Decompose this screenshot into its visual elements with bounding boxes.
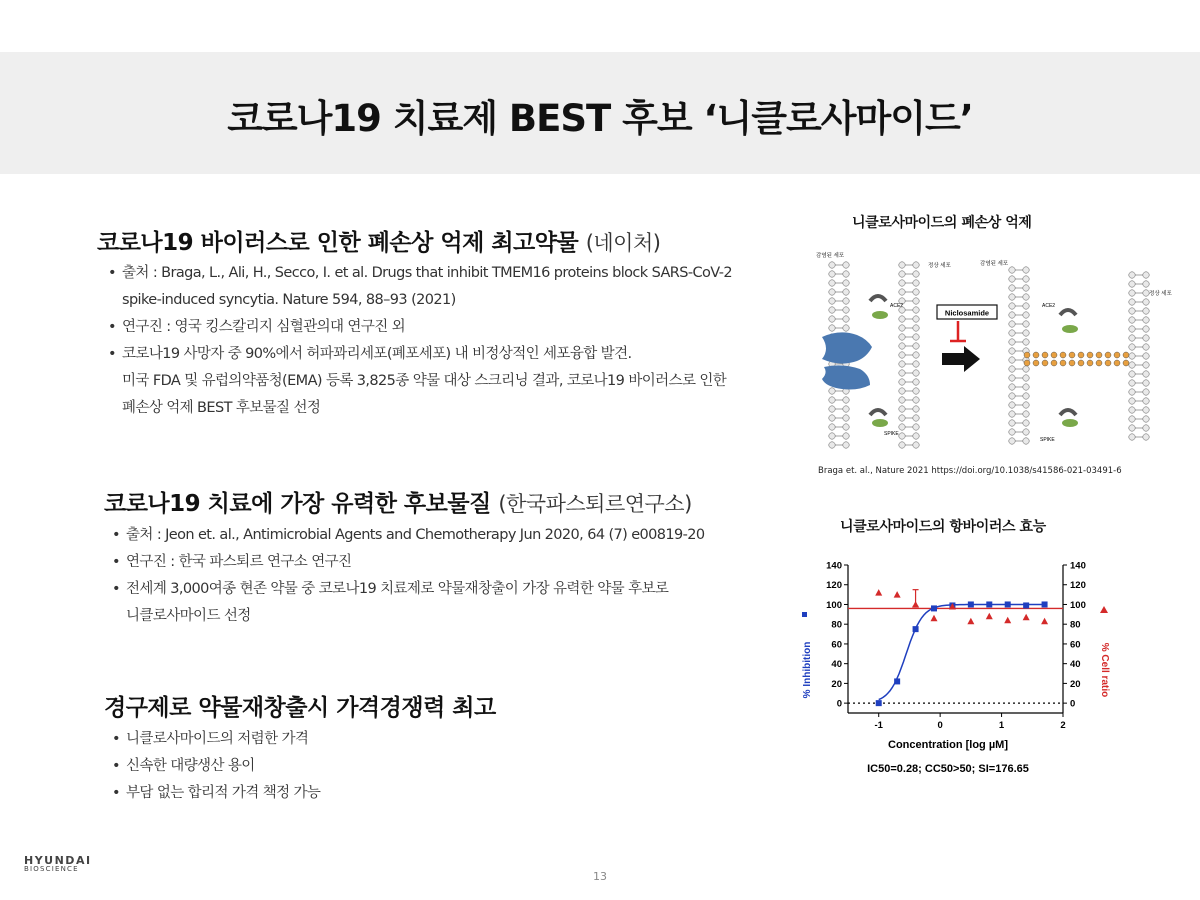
- lipid-head: [829, 271, 835, 277]
- lipid-head: [899, 316, 905, 322]
- inhibition-data-point: [1042, 601, 1048, 607]
- lipid-head: [913, 361, 919, 367]
- lipid-head: [1023, 285, 1029, 291]
- list-item: • 연구진 : 한국 파스퇴르 연구소 연구진: [112, 554, 352, 570]
- lipid-head: [829, 280, 835, 286]
- lipid-head: [899, 388, 905, 394]
- section2-bullets: [112, 522, 705, 630]
- lipid-head: [1143, 308, 1149, 314]
- lipid-head: [913, 298, 919, 304]
- inhibition-fit-curve: [879, 605, 1045, 700]
- legend-marker-inhibition: [802, 612, 807, 617]
- lipid-head: [913, 370, 919, 376]
- lipid-head: [829, 325, 835, 331]
- cell-ratio-data-point: [967, 618, 974, 625]
- fused-lipid-head: [1069, 360, 1075, 366]
- lipid-head: [1009, 294, 1015, 300]
- lipid-head: [843, 262, 849, 268]
- syncytia-diagram: [812, 245, 1172, 463]
- lipid-head: [913, 352, 919, 358]
- lipid-head: [913, 307, 919, 313]
- cell-ratio-data-point: [931, 615, 938, 622]
- lipid-head: [1023, 276, 1029, 282]
- lipid-head: [1023, 393, 1029, 399]
- lipid-head: [899, 433, 905, 439]
- lipid-head: [1143, 335, 1149, 341]
- lipid-head: [1023, 438, 1029, 444]
- lipid-head: [829, 415, 835, 421]
- lipid-head: [843, 316, 849, 322]
- lipid-head: [1009, 429, 1015, 435]
- y2-tick-label: 140: [1070, 560, 1086, 572]
- lipid-head: [913, 442, 919, 448]
- logo-line2: BIOSCIENCE: [24, 865, 79, 873]
- y2-tick-label: 40: [1070, 659, 1081, 671]
- lipid-head: [1129, 416, 1135, 422]
- lipid-head: [1129, 425, 1135, 431]
- lipid-head: [1129, 299, 1135, 305]
- inhibition-data-point: [968, 601, 974, 607]
- lipid-head: [829, 298, 835, 304]
- fused-lipid-head: [1096, 352, 1102, 358]
- list-item: • 신속한 대량생산 용이: [112, 758, 255, 774]
- y-tick-label: 20: [831, 678, 842, 690]
- lipid-head: [843, 271, 849, 277]
- y2-axis-title: % Cell ratio: [1099, 642, 1110, 698]
- lipid-head: [899, 334, 905, 340]
- lipid-head: [913, 289, 919, 295]
- y2-tick-label: 80: [1070, 619, 1081, 631]
- lipid-head: [913, 316, 919, 322]
- section1-heading-source: (네이처): [585, 231, 661, 255]
- lipid-head: [913, 379, 919, 385]
- lipid-head: [843, 415, 849, 421]
- lipid-head: [1129, 290, 1135, 296]
- lipid-head: [843, 280, 849, 286]
- fused-lipid-head: [1114, 360, 1120, 366]
- lipid-head: [1009, 330, 1015, 336]
- lipid-head: [1009, 276, 1015, 282]
- list-item: • 출처 : Braga, L., Ali, H., Secco, I. et al. Drugs that inhibit TMEM16 proteins block SARS-CoV-2: [108, 265, 733, 281]
- label-normal-cell-left: 정상 세포: [928, 263, 951, 269]
- lipid-head: [1009, 402, 1015, 408]
- fused-lipid-head: [1069, 352, 1075, 358]
- lipid-head: [1143, 344, 1149, 350]
- y2-tick-label: 0: [1070, 698, 1076, 710]
- cell-ratio-data-point: [1041, 618, 1048, 625]
- lipid-head: [1009, 303, 1015, 309]
- lipid-head: [1129, 353, 1135, 359]
- fused-lipid-head: [1087, 352, 1093, 358]
- lipid-head: [913, 325, 919, 331]
- lipid-head: [829, 262, 835, 268]
- y2-tick-label: 60: [1070, 639, 1081, 651]
- lipid-head: [899, 379, 905, 385]
- lipid-head: [1009, 321, 1015, 327]
- fused-lipid-head: [1051, 360, 1057, 366]
- inhibition-data-point: [894, 678, 900, 684]
- label-normal-cell-right: 정상 세포: [1149, 291, 1172, 297]
- fused-lipid-head: [1060, 360, 1066, 366]
- list-item-continuation: 니클로사마이드 선정: [126, 608, 251, 624]
- fused-lipid-head: [1042, 352, 1048, 358]
- list-item: • 연구진 : 영국 킹스칼리지 심혈관의대 연구진 외: [108, 319, 406, 335]
- lipid-head: [1129, 380, 1135, 386]
- lipid-head: [913, 334, 919, 340]
- lipid-head: [1009, 312, 1015, 318]
- lipid-head: [913, 424, 919, 430]
- list-item: • 니클로사마이드의 저렴한 가격: [112, 731, 309, 747]
- x-tick-label: 0: [937, 720, 943, 731]
- lipid-head: [843, 307, 849, 313]
- lipid-head: [899, 424, 905, 430]
- lipid-head: [829, 307, 835, 313]
- lipid-head: [1129, 281, 1135, 287]
- spike-protein-icon: [872, 311, 888, 319]
- lipid-head: [1129, 407, 1135, 413]
- lipid-head: [1023, 375, 1029, 381]
- lipid-head: [1129, 344, 1135, 350]
- lipid-head: [1143, 407, 1149, 413]
- lipid-head: [829, 388, 835, 394]
- legend-marker-cell-ratio: [1100, 606, 1108, 613]
- y2-tick-label: 120: [1070, 580, 1086, 592]
- lipid-head: [1129, 272, 1135, 278]
- fused-lipid-head: [1033, 352, 1039, 358]
- lipid-head: [843, 433, 849, 439]
- company-logo: [24, 854, 92, 873]
- fused-lipid-head: [1033, 360, 1039, 366]
- section1-heading-text: 코로나19 바이러스로 인한 폐손상 억제 최고약물: [97, 230, 579, 256]
- ace2-receptor-icon: [1060, 410, 1076, 415]
- lipid-head: [843, 325, 849, 331]
- lipid-head: [829, 289, 835, 295]
- lipid-head: [913, 397, 919, 403]
- lipid-head: [1143, 353, 1149, 359]
- figure1-caption: 니클로사마이드의 폐손상 억제: [852, 215, 1032, 231]
- lipid-head: [1143, 434, 1149, 440]
- page-title: 코로나19 치료제 BEST 후보 ‘니클로사마이드’: [227, 97, 973, 140]
- spike-protein-icon: [872, 419, 888, 427]
- list-item: • 출처 : Jeon et. al., Antimicrobial Agents and Chemotherapy Jun 2020, 64 (7) e00819-20: [112, 527, 705, 543]
- list-item: • 부담 없는 합리적 가격 책정 가능: [112, 785, 321, 801]
- niclosamide-label: Niclosamide: [944, 308, 990, 318]
- lipid-head: [913, 415, 919, 421]
- lipid-head: [899, 415, 905, 421]
- lipid-head: [829, 397, 835, 403]
- x-tick-label: 2: [1060, 720, 1066, 731]
- lipid-head: [1023, 402, 1029, 408]
- lipid-head: [1129, 317, 1135, 323]
- lipid-head: [1143, 380, 1149, 386]
- lipid-head: [1143, 299, 1149, 305]
- lipid-head: [829, 433, 835, 439]
- lipid-head: [899, 271, 905, 277]
- lipid-head: [899, 361, 905, 367]
- lipid-head: [1129, 389, 1135, 395]
- lipid-head: [1023, 321, 1029, 327]
- y-axis-title: % Inhibition: [802, 641, 813, 699]
- fused-lipid-head: [1123, 360, 1129, 366]
- logo-line1: HYUNDAI: [24, 854, 92, 867]
- figure1-reference: Braga et. al., Nature 2021 https://doi.org/10.1038/s41586-021-03491-6: [818, 466, 1122, 476]
- inhibition-data-point: [1023, 602, 1029, 608]
- list-item-continuation: 미국 FDA 및 유럽의약품청(EMA) 등록 3,825종 약물 대상 스크리닝 결과, 코로나19 바이러스로 인한: [122, 373, 727, 389]
- y-tick-label: 0: [836, 698, 842, 710]
- virus-shape: [822, 365, 870, 389]
- lipid-head: [843, 289, 849, 295]
- lipid-head: [1129, 371, 1135, 377]
- ace2-receptor-icon: [1060, 310, 1076, 315]
- lipid-head: [1009, 420, 1015, 426]
- inhibition-data-point: [1005, 601, 1011, 607]
- antiviral-chart: [790, 550, 1120, 780]
- lipid-head: [1023, 312, 1029, 318]
- page-number: 13: [593, 870, 607, 883]
- right-arrow-icon: [942, 346, 980, 372]
- lipid-head: [899, 280, 905, 286]
- lipid-head: [1143, 317, 1149, 323]
- label-ace2-right: ACE2: [1042, 303, 1056, 309]
- label-infected-cell-right: 감염된 세포: [980, 261, 1009, 267]
- lipid-head: [899, 343, 905, 349]
- lipid-head: [1143, 326, 1149, 332]
- x-axis-title: Concentration [log µM]: [888, 739, 1008, 751]
- cell-ratio-data-point: [1004, 617, 1011, 624]
- lipid-head: [1009, 357, 1015, 363]
- lipid-head: [1143, 425, 1149, 431]
- lipid-head: [1143, 389, 1149, 395]
- x-tick-label: -1: [874, 720, 883, 731]
- y-tick-label: 40: [831, 659, 842, 671]
- ace2-receptor-icon: [870, 296, 886, 301]
- lipid-head: [843, 442, 849, 448]
- lipid-head: [1129, 398, 1135, 404]
- label-ace2-left: ACE2: [890, 303, 904, 309]
- fused-lipid-head: [1060, 352, 1066, 358]
- lipid-head: [1129, 362, 1135, 368]
- fused-lipid-head: [1105, 360, 1111, 366]
- list-item: • 전세계 3,000여종 현존 약물 중 코로나19 치료제로 약물재창출이 가장 유력한 약물 후보로: [112, 581, 669, 597]
- fused-lipid-head: [1024, 360, 1030, 366]
- lipid-head: [1023, 366, 1029, 372]
- section2-heading: [104, 485, 692, 518]
- list-item: • 코로나19 사망자 중 90%에서 허파꽈리세포(폐포세포) 내 비정상적인 세포융합 발견.: [108, 346, 632, 362]
- lipid-head: [899, 406, 905, 412]
- chart-stats: IC50=0.28; CC50>50; SI=176.65: [867, 763, 1029, 775]
- lipid-head: [1009, 375, 1015, 381]
- y-tick-label: 60: [831, 639, 842, 651]
- y2-tick-label: 100: [1070, 599, 1086, 611]
- lipid-head: [843, 397, 849, 403]
- cell-ratio-data-point: [1023, 614, 1030, 621]
- spike-protein-icon: [1062, 325, 1078, 333]
- lipid-head: [913, 280, 919, 286]
- lipid-head: [913, 406, 919, 412]
- lipid-head: [899, 352, 905, 358]
- lipid-head: [829, 424, 835, 430]
- label-spike-right: SPIKE: [1040, 437, 1055, 443]
- fused-lipid-head: [1078, 360, 1084, 366]
- lipid-head: [829, 316, 835, 322]
- y-tick-label: 80: [831, 619, 842, 631]
- fused-lipid-head: [1087, 360, 1093, 366]
- y-tick-label: 100: [826, 599, 842, 611]
- inhibition-data-point: [876, 700, 882, 706]
- fused-lipid-head: [1096, 360, 1102, 366]
- section3-bullets: [112, 726, 320, 807]
- lipid-head: [1009, 339, 1015, 345]
- lipid-head: [1023, 330, 1029, 336]
- lipid-head: [1023, 384, 1029, 390]
- lipid-head: [899, 289, 905, 295]
- lipid-head: [1023, 429, 1029, 435]
- virus-shape: [822, 332, 872, 363]
- section1-bullets: [108, 260, 732, 422]
- section2-heading-source: (한국파스퇴르연구소): [498, 492, 692, 516]
- inhibition-data-point: [931, 605, 937, 611]
- lipid-head: [913, 262, 919, 268]
- lipid-head: [1143, 398, 1149, 404]
- label-infected-cell-left: 감염된 세포: [816, 253, 845, 259]
- lipid-head: [1009, 267, 1015, 273]
- lipid-head: [1023, 267, 1029, 273]
- fused-lipid-head: [1105, 352, 1111, 358]
- fused-lipid-head: [1024, 352, 1030, 358]
- lipid-head: [1023, 339, 1029, 345]
- lipid-head: [1023, 303, 1029, 309]
- lipid-head: [843, 406, 849, 412]
- y-tick-label: 140: [826, 560, 842, 572]
- lipid-head: [843, 298, 849, 304]
- inhibition-data-point: [913, 626, 919, 632]
- lipid-head: [913, 343, 919, 349]
- lipid-head: [1143, 416, 1149, 422]
- lipid-head: [1023, 420, 1029, 426]
- lipid-head: [1143, 272, 1149, 278]
- y2-tick-label: 20: [1070, 678, 1081, 690]
- fused-lipid-head: [1114, 352, 1120, 358]
- inhibition-data-point: [986, 601, 992, 607]
- label-spike-left: SPIKE: [884, 431, 899, 437]
- lipid-head: [899, 262, 905, 268]
- lipid-head: [1129, 434, 1135, 440]
- x-tick-label: 1: [998, 720, 1005, 731]
- lipid-head: [1143, 371, 1149, 377]
- lipid-head: [1023, 294, 1029, 300]
- lipid-head: [1143, 281, 1149, 287]
- lipid-head: [913, 271, 919, 277]
- fused-lipid-head: [1051, 352, 1057, 358]
- lipid-head: [1009, 411, 1015, 417]
- lipid-head: [1129, 326, 1135, 332]
- lipid-head: [899, 370, 905, 376]
- lipid-head: [1129, 335, 1135, 341]
- lipid-head: [1009, 348, 1015, 354]
- section1-heading: [97, 224, 660, 257]
- y-tick-label: 120: [826, 580, 842, 592]
- lipid-head: [1023, 411, 1029, 417]
- cell-ratio-data-point: [986, 613, 993, 620]
- figure2-caption: 니클로사마이드의 항바이러스 효능: [840, 519, 1046, 535]
- lipid-head: [913, 388, 919, 394]
- fused-lipid-head: [1042, 360, 1048, 366]
- ace2-receptor-icon: [870, 410, 886, 415]
- lipid-head: [1009, 384, 1015, 390]
- lipid-head: [899, 397, 905, 403]
- fused-lipid-head: [1078, 352, 1084, 358]
- lipid-head: [913, 433, 919, 439]
- list-item-continuation: spike-induced syncytia. Nature 594, 88–93 (2021): [122, 292, 456, 308]
- lipid-head: [1009, 366, 1015, 372]
- lipid-head: [1009, 393, 1015, 399]
- section3-heading: 경구제로 약물재창출시 가격경쟁력 최고: [104, 695, 496, 721]
- lipid-head: [899, 442, 905, 448]
- lipid-head: [829, 406, 835, 412]
- spike-protein-icon: [1062, 419, 1078, 427]
- lipid-head: [829, 442, 835, 448]
- lipid-head: [1009, 438, 1015, 444]
- cell-ratio-data-point: [894, 591, 901, 598]
- fused-lipid-head: [1123, 352, 1129, 358]
- section2-heading-text: 코로나19 치료에 가장 유력한 후보물질: [104, 491, 491, 517]
- cell-ratio-data-point: [875, 589, 882, 596]
- lipid-head: [899, 325, 905, 331]
- lipid-head: [1129, 308, 1135, 314]
- lipid-head: [1009, 285, 1015, 291]
- lipid-head: [1143, 362, 1149, 368]
- list-item-continuation: 폐손상 억제 BEST 후보물질 선정: [122, 400, 321, 416]
- lipid-head: [843, 424, 849, 430]
